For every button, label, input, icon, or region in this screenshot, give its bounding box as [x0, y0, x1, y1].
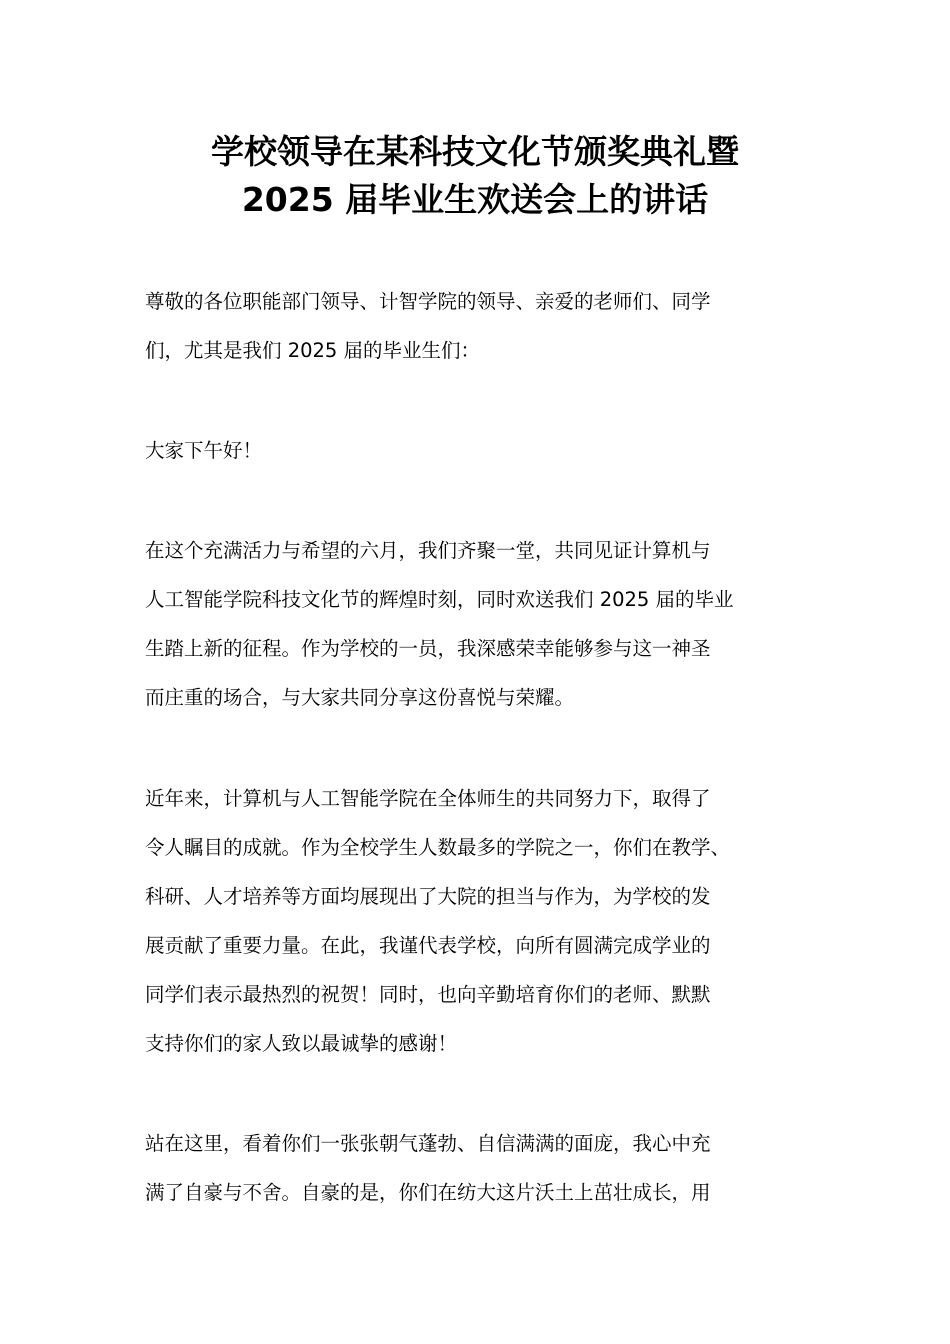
- paragraph-line: 近年来，计算机与人工智能学院在全体师生的共同努力下，取得了: [145, 787, 711, 810]
- paragraph-achievements: [145, 774, 825, 1068]
- paragraph-line: 在这个充满活力与希望的六月，我们齐聚一堂，共同见证计算机与: [145, 539, 711, 562]
- paragraph-line: 尊敬的各位职能部门领导、计智学院的领导、亲爱的老师们、同学: [145, 290, 711, 313]
- title-line-1: 学校领导在某科技文化节颁奖典礼暨: [211, 132, 739, 171]
- paragraph-good-afternoon: [145, 426, 825, 475]
- paragraph-line: 科研、人才培养等方面均展现出了大院的担当与作为，为学校的发: [145, 885, 711, 908]
- paragraph-line: 而庄重的场合，与大家共同分享这份喜悦与荣耀。: [145, 686, 575, 709]
- paragraph-line: 令人瞩目的成就。作为全校学生人数最多的学院之一，你们在教学、: [145, 836, 731, 859]
- paragraph-line: 展贡献了重要力量。在此，我谨代表学校，向所有圆满完成学业的: [145, 934, 711, 957]
- paragraph-line: 人工智能学院科技文化节的辉煌时刻，同时欢送我们 2025 届的毕业: [145, 588, 734, 611]
- paragraph-line: 满了自豪与不舍。自豪的是，你们在纺大这片沃土上茁壮成长，用: [145, 1181, 711, 1204]
- paragraph-greeting-audience: [145, 277, 825, 375]
- document-title: [100, 128, 850, 224]
- paragraph-intro: [145, 526, 825, 722]
- paragraph-line: 生踏上新的征程。作为学校的一员，我深感荣幸能够参与这一神圣: [145, 637, 711, 660]
- paragraph-line: 同学们表示最热烈的祝贺！同时，也向辛勤培育你们的老师、默默: [145, 983, 711, 1006]
- paragraph-line: 支持你们的家人致以最诚挚的感谢！: [145, 1032, 458, 1055]
- paragraph-line: 大家下午好！: [145, 439, 263, 462]
- paragraph-pride: [145, 1119, 825, 1217]
- paragraph-line: 站在这里，看着你们一张张朝气蓬勃、自信满满的面庞，我心中充: [145, 1132, 711, 1155]
- title-line-2: 2025 届毕业生欢送会上的讲话: [241, 180, 709, 219]
- paragraph-line: 们，尤其是我们 2025 届的毕业生们：: [145, 339, 481, 362]
